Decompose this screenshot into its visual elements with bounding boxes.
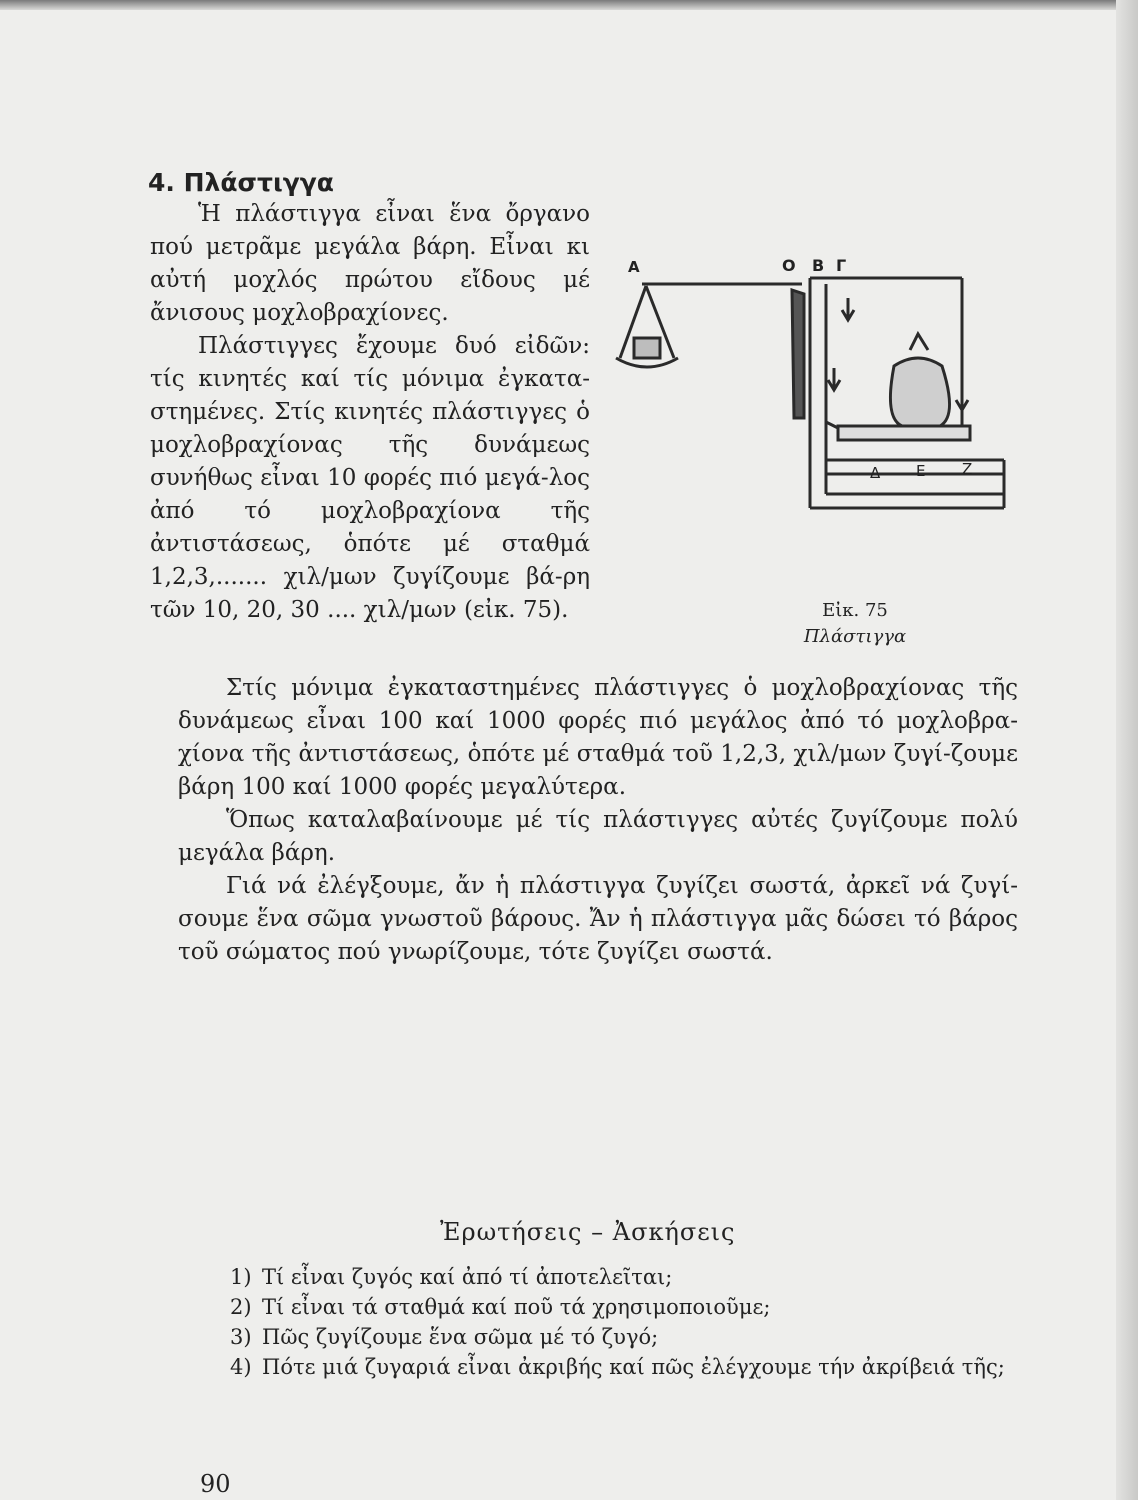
section-title: Πλάστιγγα <box>183 168 334 197</box>
paragraph: Ὅπως καταλαβαίνουμε μέ τίς πλάστιγγες αὐτές ζυγίζουμε πολύ μεγάλα βάρη. <box>178 807 1018 866</box>
label-e: Ε <box>916 462 926 480</box>
weights <box>634 338 660 358</box>
paragraph: Στίς μόνιμα ἐγκαταστημένες πλάστιγγες ὁ μοχλοβραχίονας τῆς δυνάμεως εἶναι 100 καί 1000 φορές πιό μεγάλος ἀπό τό μοχλοβρα-χίονα τῆς ἀντιστάσεως, ὁπότε μέ σταθμά τοῦ 1,2,3, χιλ/μων ζυγί-ζουμε βάρη 100 καί 1000 φορές μεγαλύτερα. <box>178 675 1018 800</box>
question-number: 3) <box>230 1325 252 1349</box>
platform <box>838 426 970 440</box>
question-text: Τί εἶναι ζυγός καί ἀπό τί ἀποτελεῖται; <box>262 1265 673 1289</box>
page-number: 90 <box>200 1470 231 1498</box>
question-number: 4) <box>230 1355 252 1379</box>
list-item <box>230 1352 1030 1382</box>
paragraph: Ἡ πλάστιγγα εἶναι ἕνα ὄργανο πού μετρᾶμε μεγάλα βάρη. Εἶναι κι αὐτή μοχλός πρώτου εἴδους μέ ἄνισους μοχλοβραχίονες. <box>150 201 590 326</box>
page-top-edge <box>0 0 1138 10</box>
caption-number: Εἰκ. 75 <box>822 600 888 621</box>
figure-75 <box>612 238 1014 528</box>
label-z: Ζ <box>962 460 973 478</box>
label-o: Ο <box>782 256 796 275</box>
question-text: Πῶς ζυγίζουμε ἕνα σῶμα μέ τό ζυγό; <box>262 1325 659 1349</box>
section-heading <box>148 168 334 197</box>
platform-scale-illustration <box>612 238 1014 528</box>
caption-title: Πλάστιγγα <box>803 626 907 647</box>
label-g: Γ <box>836 256 847 275</box>
page-right-edge <box>1116 0 1138 1500</box>
question-number: 1) <box>230 1265 252 1289</box>
section-number: 4. <box>148 168 175 197</box>
load-sack <box>890 358 949 426</box>
list-item <box>230 1262 1030 1292</box>
label-a: Α <box>628 258 640 276</box>
question-text: Πότε μιά ζυγαριά εἶναι ἀκριβής καί πῶς ἐλέγχουμε τήν ἀκρίβειά τῆς; <box>262 1355 1005 1379</box>
list-item <box>230 1292 1030 1322</box>
intro-text <box>150 198 590 627</box>
label-b: Β <box>812 256 825 275</box>
question-number: 2) <box>230 1295 252 1319</box>
paragraph: Πλάστιγγες ἔχουμε δυό εἰδῶν: τίς κινητές καί τίς μόνιμα ἐγκατα-στημένες. Στίς κινητές πλάστιγγες ὁ μοχλοβραχίονας τῆς δυνάμεως συνήθως εἶναι 10 φορές πιό μεγά-λος ἀπό τό μοχλοβραχίονα τῆς ἀντιστάσεως, ὁπότε μέ σταθμά 1,2,3,....... χιλ/μων ζυγίζουμε βά-ρη τῶν 10, 20, 30 .... χιλ/μων (εἰκ. 75). <box>150 333 590 623</box>
exercises-title: Ἐρωτήσεις – Ἀσκήσεις <box>440 1218 736 1246</box>
question-list <box>230 1262 1030 1382</box>
label-d: Δ <box>870 464 881 482</box>
figure-caption <box>770 598 940 650</box>
paragraph: Γιά νά ἐλέγξουμε, ἄν ἡ πλάστιγγα ζυγίζει σωστά, ἀρκεῖ νά ζυγί-σουμε ἕνα σῶμα γνωστοῦ βάρους. Ἄν ἡ πλάστιγγα μᾶς δώσει τό βάρος τοῦ σώματος πού γνωρίζουμε, τότε ζυγίζει σωστά. <box>178 873 1018 965</box>
main-text <box>178 672 1018 969</box>
list-item <box>230 1322 1030 1352</box>
question-text: Τί εἶναι τά σταθμά καί ποῦ τά χρησιμοποιοῦμε; <box>262 1295 771 1319</box>
